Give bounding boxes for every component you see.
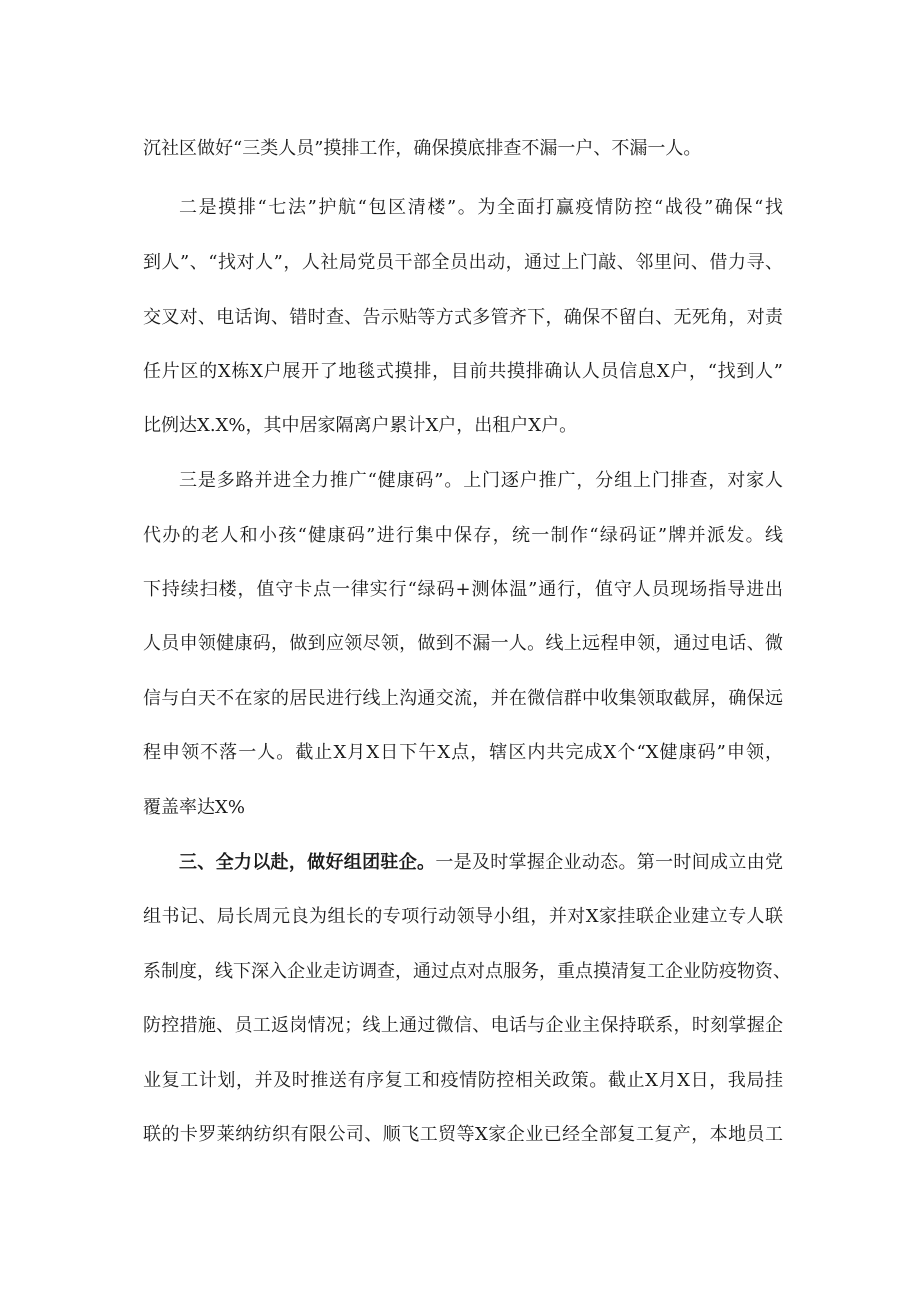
paragraph-line: 系制度，线下深入企业走访调查，通过点对点服务，重点摸清复工企业防疫物资、 [143,961,791,982]
paragraph-line: 任片区的X栋X户展开了地毯式摸排，目前共摸排确认人员信息X户，“找到人” [143,361,783,382]
paragraph-line: 组书记、局长周元良为组长的专项行动领导小组，并对X家挂联企业建立专人联 [143,906,783,927]
paragraph-line: 下持续扫楼，值守卡点一律实行“绿码+测体温”通行，值守人员现场指导进出 [143,579,783,600]
paragraph-line: 信与白天不在家的居民进行线上沟通交流，并在微信群中收集领取截屏，确保远 [143,688,783,709]
paragraph-line: 覆盖率达X% [143,797,245,818]
paragraph-line: 联的卡罗莱纳纺织有限公司、顺飞工贸等X家企业已经全部复工复产，本地员工 [143,1124,783,1145]
section-heading-line [179,848,783,878]
section-heading-body: 一是及时掌握企业动态。第一时间成立由党 [435,852,783,873]
paragraph-line: 到人”、“找对人”，人社局党员干部全员出动，通过上门敲、邻里问、借力寻、 [143,252,783,273]
paragraph-line: 代办的老人和小孩“健康码”进行集中保存，统一制作“绿码证”牌并派发。线 [143,525,783,546]
paragraph-line: 三是多路并进全力推广“健康码”。上门逐户推广，分组上门排查，对家人 [179,470,783,491]
paragraph-line: 交叉对、电话询、错时查、告示贴等方式多管齐下，确保不留白、无死角，对责 [143,307,783,328]
paragraph-line: 防控措施、员工返岗情况；线上通过微信、电话与企业主保持联系，时刻掌握企 [143,1015,783,1036]
paragraph-line: 业复工计划，并及时推送有序复工和疫情防控相关政策。截止X月X日，我局挂 [143,1070,783,1091]
paragraph-line: 程申领不落一人。截止X月X日下午X点，辖区内共完成X个“X健康码”申领， [143,742,783,763]
section-heading: 三、全力以赴，做好组团驻企。 [179,852,436,873]
paragraph-line: 比例达X.X%，其中居家隔离户累计X户，出租户X户。 [143,415,578,436]
paragraph-line: 二是摸排“七法”护航“包区清楼”。为全面打赢疫情防控“战役”确保“找 [179,197,783,218]
paragraph-line: 人员申领健康码，做到应领尽领，做到不漏一人。线上远程申领，通过电话、微 [143,633,783,654]
paragraph-line: 沉社区做好“三类人员”摸排工作，确保摸底排查不漏一户、不漏一人。 [143,138,702,159]
